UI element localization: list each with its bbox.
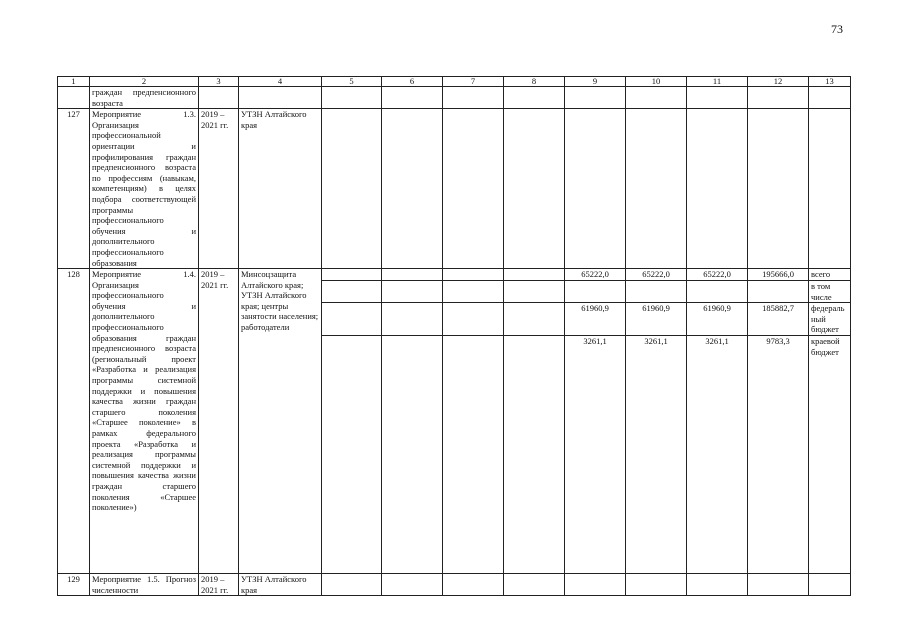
header-cell: 6 <box>382 77 443 87</box>
value-cell: 65222,0 <box>626 269 687 281</box>
value-cell <box>748 281 809 303</box>
header-cell: 11 <box>687 77 748 87</box>
table-row-continuation <box>58 87 851 109</box>
header-cell: 12 <box>748 77 809 87</box>
measure-period: 2019 – 2021 гг. <box>199 109 239 269</box>
measure-period: 2019 – 2021 гг. <box>199 269 239 574</box>
funding-source: всего <box>809 269 851 281</box>
measure-description: Мероприятие 1.5. Прогноз численности <box>90 574 199 596</box>
value-cell: 9783,3 <box>748 336 809 574</box>
measure-description: граждан предпенсионного возраста <box>90 87 199 109</box>
header-cell: 9 <box>565 77 626 87</box>
header-cell: 2 <box>90 77 199 87</box>
measure-executor: УТЗН Алтайского края <box>239 574 322 596</box>
value-cell: 3261,1 <box>626 336 687 574</box>
header-cell: 5 <box>322 77 382 87</box>
header-cell: 4 <box>239 77 322 87</box>
value-cell <box>626 281 687 303</box>
measure-description: Мероприятие 1.4. Организация профессионального обучения и дополнительного профессионального образования граждан предпенсионного возраста (региональный проект «Разработка и реализация программы системной поддержки и повышения качества жизни граждан старшего поколения «Старшее поколение» в рамках федерального проекта «Разработка и реализация программы системной поддержки и повышения качества жизни граждан старшего поколения «Старшее поколение») <box>90 269 199 574</box>
measure-description: Мероприятие 1.3. Организация профессиональной ориентации и профилирования граждан предпенсионного возраста по профессиям (навыкам, компетенциям) в целях подбора соответствующей программы профессионального обучения и дополнительного профессионального образования <box>90 109 199 269</box>
header-cell: 8 <box>504 77 565 87</box>
header-cell: 13 <box>809 77 851 87</box>
value-cell <box>565 281 626 303</box>
value-cell: 195666,0 <box>748 269 809 281</box>
funding-source: в том числе <box>809 281 851 303</box>
value-cell: 65222,0 <box>687 269 748 281</box>
funding-source: федеральный бюджет <box>809 303 851 336</box>
header-cell: 10 <box>626 77 687 87</box>
funding-source: краевой бюджет <box>809 336 851 574</box>
value-cell: 61960,9 <box>626 303 687 336</box>
row-number: 128 <box>58 269 90 574</box>
table-row-129 <box>58 574 851 596</box>
table-row-128-total <box>58 269 851 281</box>
value-cell <box>687 281 748 303</box>
page-number: 73 <box>831 22 843 36</box>
row-number: 127 <box>58 109 90 269</box>
value-cell: 3261,1 <box>687 336 748 574</box>
value-cell: 3261,1 <box>565 336 626 574</box>
value-cell: 61960,9 <box>565 303 626 336</box>
measure-period: 2019 – 2021 гг. <box>199 574 239 596</box>
row-number: 129 <box>58 574 90 596</box>
measure-executor: УТЗН Алтайского края <box>239 109 322 269</box>
value-cell: 185882,7 <box>748 303 809 336</box>
value-cell: 65222,0 <box>565 269 626 281</box>
table-row-127 <box>58 109 851 269</box>
measures-table <box>57 76 851 596</box>
header-cell: 1 <box>58 77 90 87</box>
header-cell: 3 <box>199 77 239 87</box>
header-cell: 7 <box>443 77 504 87</box>
header-row <box>58 77 851 87</box>
value-cell: 61960,9 <box>687 303 748 336</box>
measure-executor: Минсоцзащита Алтайского края; УТЗН Алтайского края; центры занятости населения; работодатели <box>239 269 322 574</box>
